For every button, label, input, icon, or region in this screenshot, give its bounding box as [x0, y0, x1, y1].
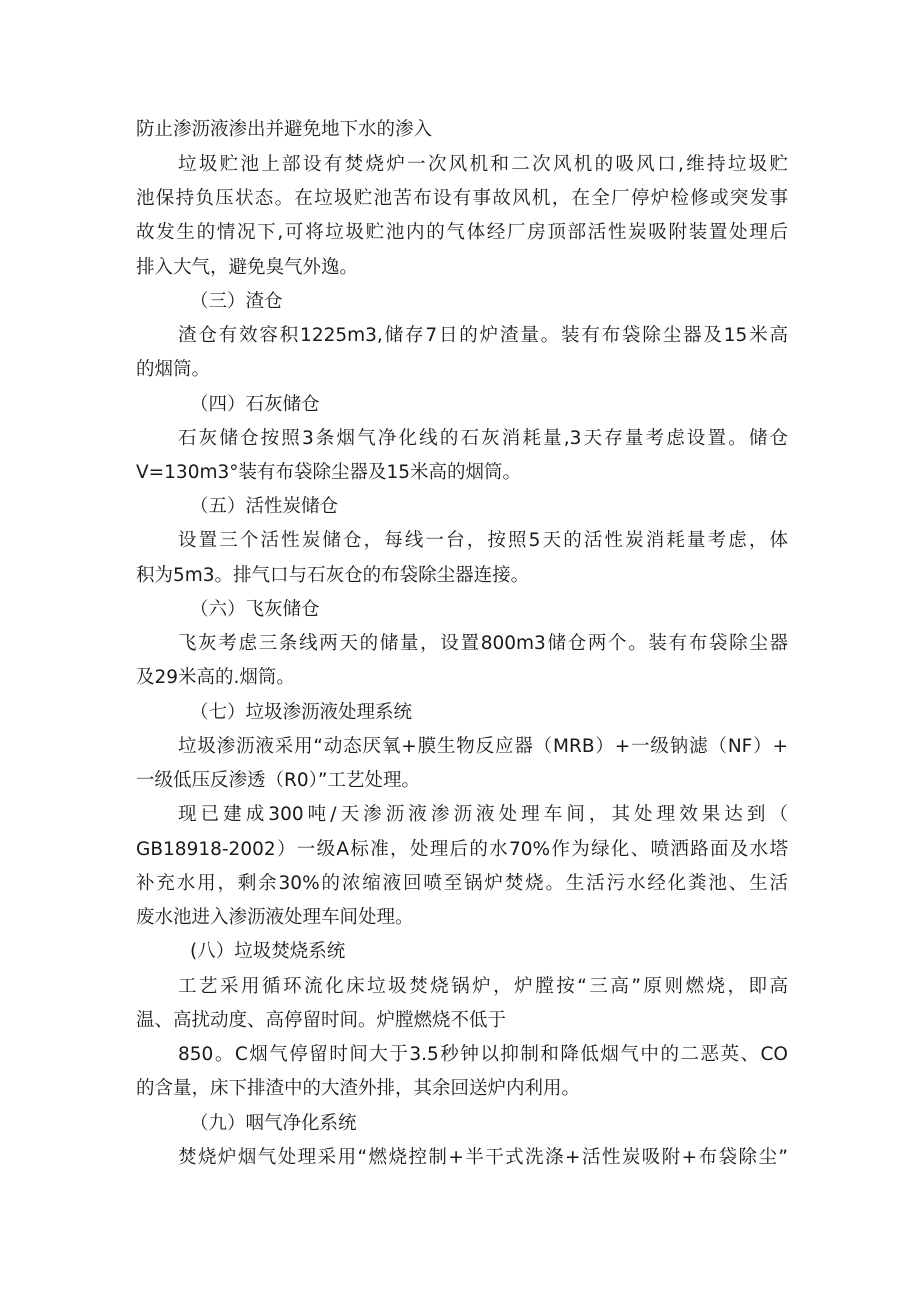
text-line: 850。C烟气停留时间大于3.5秒钟以抑制和降低烟气中的二恶英、CO: [178, 1044, 788, 1065]
text-line: 积为5m3。排气口与石灰仓的布袋除尘器连接。: [136, 565, 530, 586]
text-line: GB18918-2002）一级A标准，处理后的水70%作为绿化、喷洒路面及水塔: [136, 839, 788, 860]
text-line: 工艺采用循环流化床垃圾焚烧锅炉，炉膛按“三高”原则燃烧，即高: [178, 976, 788, 997]
text-line: 设置三个活性炭储仓，每线一台，按照5天的活性炭消耗量考虑，体: [178, 530, 788, 551]
text-line: 防止渗沥液渗出并避免地下水的渗入: [136, 119, 433, 140]
text-line: 垃圾渗沥液采用“动态厌氧+膜生物反应器（MRB）+一级钠滤（NF）+: [178, 736, 788, 757]
text-line: 飞灰考虑三条线两天的储量，设置800m3储仓两个。装有布袋除尘器: [178, 633, 788, 654]
section-heading: (八）垃圾焚烧系统: [190, 941, 346, 962]
text-line: 渣仓有效容积1225m3,储存7日的炉渣量。装有布袋除尘器及15米高: [178, 325, 788, 346]
section-heading: （六）飞灰储仓: [190, 599, 320, 620]
text-line: 排入大气，避免臭气外逸。: [136, 257, 359, 278]
section-heading: （三）渣仓: [190, 291, 283, 312]
text-line: 的烟筒。: [136, 359, 211, 380]
text-line: 补充水用，剩余30%的浓缩液回喷至锅炉焚烧。生活污水经化粪池、生活: [136, 873, 788, 894]
text-line: 温、高扰动度、高停留时间。炉膛燃烧不低于: [136, 1010, 507, 1031]
section-heading: （七）垃圾渗沥液处理系统: [190, 702, 413, 723]
text-line: 垃圾贮池上部设有焚烧炉一次风机和二次风机的吸风口,维持垃圾贮: [178, 154, 788, 175]
section-heading: （四）石灰储仓: [190, 394, 320, 415]
text-line: 及29米高的.烟筒。: [136, 667, 295, 688]
text-line: 石灰储仓按照3条烟气净化线的石灰消耗量,3天存量考虑设置。储仓: [178, 428, 788, 449]
section-heading: （五）活性炭储仓: [190, 496, 339, 517]
text-line: 一级低压反渗透（R0）”工艺处理。: [136, 770, 420, 791]
text-line: 池保持负压状态。在垃圾贮池苦布设有事故风机，在全厂停炉检修或突发事: [136, 188, 788, 209]
text-line: 废水池进入渗沥液处理车间处理。: [136, 907, 414, 928]
text-line: 故发生的情况下,可将垃圾贮池内的气体经厂房顶部活性炭吸附装置处理后: [136, 222, 788, 243]
text-line: 的含量，床下排渣中的大渣外排，其余回送炉内利用。: [136, 1078, 581, 1099]
text-line: 现已建成300吨/天渗沥液渗沥液处理车间，其处理效果达到（: [178, 804, 788, 825]
text-line: 焚烧炉烟气处理采用“燃烧控制+半干式洗涤+活性炭吸附+布袋除尘”: [178, 1147, 788, 1168]
text-line: V=130m3°装有布袋除尘器及15米高的烟筒。: [136, 462, 522, 483]
section-heading: （九）咽气净化系统: [190, 1113, 357, 1134]
